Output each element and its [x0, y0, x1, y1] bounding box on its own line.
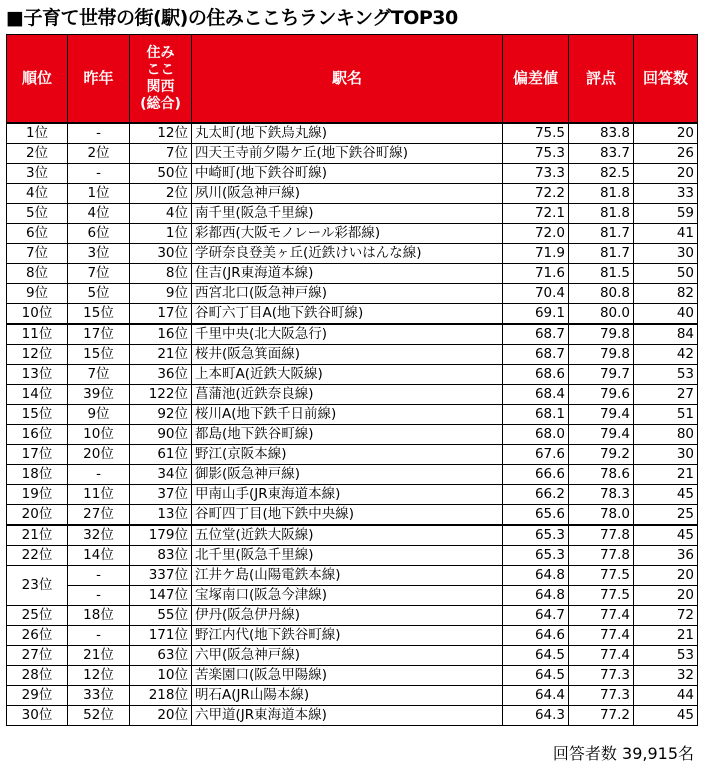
- prev-year-cell: 20位: [68, 445, 130, 465]
- prev-year-cell: 15位: [68, 304, 130, 325]
- table-row: [7, 284, 698, 304]
- deviation-cell: 64.4: [503, 686, 569, 706]
- station-cell: 伊丹(阪急伊丹線): [192, 606, 503, 626]
- station-cell: 菖蒲池(近鉄奈良線): [192, 385, 503, 405]
- header-score: 評点: [569, 35, 634, 124]
- table-row: [7, 264, 698, 284]
- prev-year-cell: -: [68, 465, 130, 485]
- kansai-rank-cell: 10位: [130, 666, 192, 686]
- deviation-cell: 64.6: [503, 626, 569, 646]
- rank-cell: 20位: [7, 505, 68, 526]
- header-kansai-line-3: 関西: [146, 78, 175, 95]
- rank-cell: 10位: [7, 304, 68, 325]
- station-cell: 都島(地下鉄谷町線): [192, 425, 503, 445]
- score-cell: 77.4: [569, 606, 634, 626]
- score-cell: 78.3: [569, 485, 634, 505]
- station-cell: 住吉(JR東海道本線): [192, 264, 503, 284]
- rank-cell: 25位: [7, 606, 68, 626]
- deviation-cell: 64.8: [503, 566, 569, 586]
- prev-year-cell: 52位: [68, 706, 130, 726]
- score-cell: 81.8: [569, 204, 634, 224]
- table-row: [7, 204, 698, 224]
- rank-cell: 7位: [7, 244, 68, 264]
- rank-cell: 1位: [7, 123, 68, 144]
- table-row: [7, 164, 698, 184]
- prev-year-cell: -: [68, 566, 130, 586]
- deviation-cell: 75.5: [503, 123, 569, 144]
- kansai-rank-cell: 36位: [130, 365, 192, 385]
- station-cell: 谷町六丁目A(地下鉄谷町線): [192, 304, 503, 325]
- deviation-cell: 71.6: [503, 264, 569, 284]
- score-cell: 78.6: [569, 465, 634, 485]
- kansai-rank-cell: 122位: [130, 385, 192, 405]
- score-cell: 79.8: [569, 324, 634, 345]
- count-cell: 36: [634, 546, 698, 566]
- station-cell: 野江内代(地下鉄谷町線): [192, 626, 503, 646]
- rank-cell: 26位: [7, 626, 68, 646]
- rank-cell: 6位: [7, 224, 68, 244]
- deviation-cell: 68.6: [503, 365, 569, 385]
- prev-year-cell: 4位: [68, 204, 130, 224]
- count-cell: 20: [634, 164, 698, 184]
- table-row: [7, 244, 698, 264]
- respondent-count: 回答者数 39,915名: [552, 744, 694, 763]
- table-row: [7, 385, 698, 405]
- prev-year-cell: 7位: [68, 365, 130, 385]
- count-cell: 30: [634, 244, 698, 264]
- deviation-cell: 71.9: [503, 244, 569, 264]
- score-cell: 79.4: [569, 425, 634, 445]
- station-cell: 甲南山手(JR東海道本線): [192, 485, 503, 505]
- prev-year-cell: 12位: [68, 666, 130, 686]
- score-cell: 79.7: [569, 365, 634, 385]
- prev-year-cell: 5位: [68, 284, 130, 304]
- count-cell: 50: [634, 264, 698, 284]
- count-cell: 26: [634, 144, 698, 164]
- score-cell: 77.4: [569, 626, 634, 646]
- prev-year-cell: 18位: [68, 606, 130, 626]
- count-cell: 41: [634, 224, 698, 244]
- rank-cell: 30位: [7, 706, 68, 726]
- station-cell: 桜川A(地下鉄千日前線): [192, 405, 503, 425]
- count-cell: 59: [634, 204, 698, 224]
- station-cell: 御影(阪急神戸線): [192, 465, 503, 485]
- count-cell: 80: [634, 425, 698, 445]
- rank-cell: 2位: [7, 144, 68, 164]
- table-row: [7, 365, 698, 385]
- header-kansai-overall: [130, 35, 192, 124]
- count-cell: 40: [634, 304, 698, 325]
- score-cell: 78.0: [569, 505, 634, 526]
- table-row: [7, 626, 698, 646]
- count-cell: 20: [634, 566, 698, 586]
- table-row: [7, 184, 698, 204]
- table-row: [7, 646, 698, 666]
- header-count: 回答数: [634, 35, 698, 124]
- kansai-rank-cell: 8位: [130, 264, 192, 284]
- score-cell: 79.6: [569, 385, 634, 405]
- station-cell: 五位堂(近鉄大阪線): [192, 525, 503, 546]
- page-title: ■子育て世帯の街(駅)の住みここちランキングTOP30: [6, 7, 458, 29]
- table-row: [7, 505, 698, 526]
- score-cell: 81.7: [569, 244, 634, 264]
- station-cell: 彩都西(大阪モノレール彩都線): [192, 224, 503, 244]
- prev-year-cell: -: [68, 586, 130, 606]
- header-prev-year: 昨年: [68, 35, 130, 124]
- deviation-cell: 72.0: [503, 224, 569, 244]
- rank-cell: 28位: [7, 666, 68, 686]
- rank-cell: 9位: [7, 284, 68, 304]
- prev-year-cell: 27位: [68, 505, 130, 526]
- deviation-cell: 66.6: [503, 465, 569, 485]
- station-cell: 北千里(阪急千里線): [192, 546, 503, 566]
- station-cell: 野江(京阪本線): [192, 445, 503, 465]
- rank-cell: 3位: [7, 164, 68, 184]
- kansai-rank-cell: 13位: [130, 505, 192, 526]
- score-cell: 77.3: [569, 686, 634, 706]
- table-row: [7, 405, 698, 425]
- score-cell: 77.4: [569, 646, 634, 666]
- rank-cell: 17位: [7, 445, 68, 465]
- header-kansai-line-1: 住み: [146, 44, 175, 61]
- prev-year-cell: 33位: [68, 686, 130, 706]
- rank-cell: 22位: [7, 546, 68, 566]
- station-cell: 谷町四丁目(地下鉄中央線): [192, 505, 503, 526]
- prev-year-cell: 14位: [68, 546, 130, 566]
- table-row: [7, 345, 698, 365]
- deviation-cell: 64.7: [503, 606, 569, 626]
- score-cell: 77.2: [569, 706, 634, 726]
- table-row: [7, 324, 698, 345]
- table-row: [7, 144, 698, 164]
- rank-cell: 23位: [7, 566, 68, 606]
- score-cell: 77.8: [569, 546, 634, 566]
- rank-cell: 29位: [7, 686, 68, 706]
- rank-cell: 21位: [7, 525, 68, 546]
- station-cell: 中崎町(地下鉄谷町線): [192, 164, 503, 184]
- table-row: [7, 586, 698, 606]
- header-row: [7, 35, 698, 124]
- station-cell: 丸太町(地下鉄烏丸線): [192, 123, 503, 144]
- prev-year-cell: 21位: [68, 646, 130, 666]
- rank-cell: 12位: [7, 345, 68, 365]
- count-cell: 51: [634, 405, 698, 425]
- ranking-body: [7, 123, 698, 726]
- station-cell: 江井ケ島(山陽電鉄本線): [192, 566, 503, 586]
- kansai-rank-cell: 16位: [130, 324, 192, 345]
- prev-year-cell: -: [68, 164, 130, 184]
- prev-year-cell: 9位: [68, 405, 130, 425]
- count-cell: 45: [634, 525, 698, 546]
- station-cell: 六甲(阪急神戸線): [192, 646, 503, 666]
- table-row: [7, 525, 698, 546]
- header-kansai-line-2: ここ: [146, 61, 175, 78]
- score-cell: 79.4: [569, 405, 634, 425]
- deviation-cell: 65.3: [503, 525, 569, 546]
- score-cell: 81.5: [569, 264, 634, 284]
- table-row: [7, 425, 698, 445]
- score-cell: 79.2: [569, 445, 634, 465]
- score-cell: 83.8: [569, 123, 634, 144]
- rank-cell: 27位: [7, 646, 68, 666]
- count-cell: 84: [634, 324, 698, 345]
- kansai-rank-cell: 92位: [130, 405, 192, 425]
- deviation-cell: 68.0: [503, 425, 569, 445]
- rank-cell: 15位: [7, 405, 68, 425]
- header-station: 駅名: [192, 35, 503, 124]
- prev-year-cell: 39位: [68, 385, 130, 405]
- kansai-rank-cell: 171位: [130, 626, 192, 646]
- rank-cell: 5位: [7, 204, 68, 224]
- rank-cell: 14位: [7, 385, 68, 405]
- deviation-cell: 64.3: [503, 706, 569, 726]
- rank-cell: 19位: [7, 485, 68, 505]
- kansai-rank-cell: 90位: [130, 425, 192, 445]
- score-cell: 77.8: [569, 525, 634, 546]
- kansai-rank-cell: 218位: [130, 686, 192, 706]
- score-cell: 77.5: [569, 566, 634, 586]
- station-cell: 南千里(阪急千里線): [192, 204, 503, 224]
- table-row: [7, 686, 698, 706]
- rank-cell: 16位: [7, 425, 68, 445]
- kansai-rank-cell: 61位: [130, 445, 192, 465]
- count-cell: 20: [634, 123, 698, 144]
- deviation-cell: 64.8: [503, 586, 569, 606]
- kansai-rank-cell: 17位: [130, 304, 192, 325]
- prev-year-cell: 11位: [68, 485, 130, 505]
- count-cell: 27: [634, 385, 698, 405]
- station-cell: 宝塚南口(阪急今津線): [192, 586, 503, 606]
- kansai-rank-cell: 1位: [130, 224, 192, 244]
- count-cell: 53: [634, 365, 698, 385]
- kansai-rank-cell: 9位: [130, 284, 192, 304]
- count-cell: 33: [634, 184, 698, 204]
- deviation-cell: 65.6: [503, 505, 569, 526]
- station-cell: 西宮北口(阪急神戸線): [192, 284, 503, 304]
- prev-year-cell: -: [68, 626, 130, 646]
- deviation-cell: 68.7: [503, 324, 569, 345]
- count-cell: 53: [634, 646, 698, 666]
- kansai-rank-cell: 50位: [130, 164, 192, 184]
- deviation-cell: 64.5: [503, 666, 569, 686]
- deviation-cell: 66.2: [503, 485, 569, 505]
- score-cell: 79.8: [569, 345, 634, 365]
- station-cell: 学研奈良登美ヶ丘(近鉄けいはんな線): [192, 244, 503, 264]
- score-cell: 80.0: [569, 304, 634, 325]
- prev-year-cell: 6位: [68, 224, 130, 244]
- deviation-cell: 72.1: [503, 204, 569, 224]
- deviation-cell: 68.7: [503, 345, 569, 365]
- table-row: [7, 465, 698, 485]
- score-cell: 83.7: [569, 144, 634, 164]
- prev-year-cell: 32位: [68, 525, 130, 546]
- kansai-rank-cell: 63位: [130, 646, 192, 666]
- table-row: [7, 606, 698, 626]
- table-row: [7, 224, 698, 244]
- count-cell: 21: [634, 465, 698, 485]
- rank-cell: 4位: [7, 184, 68, 204]
- table-row: [7, 485, 698, 505]
- count-cell: 42: [634, 345, 698, 365]
- count-cell: 45: [634, 485, 698, 505]
- prev-year-cell: 3位: [68, 244, 130, 264]
- kansai-rank-cell: 83位: [130, 546, 192, 566]
- deviation-cell: 64.5: [503, 646, 569, 666]
- station-cell: 夙川(阪急神戸線): [192, 184, 503, 204]
- station-cell: 千里中央(北大阪急行): [192, 324, 503, 345]
- station-cell: 四天王寺前夕陽ケ丘(地下鉄谷町線): [192, 144, 503, 164]
- kansai-rank-cell: 21位: [130, 345, 192, 365]
- deviation-cell: 67.6: [503, 445, 569, 465]
- kansai-rank-cell: 179位: [130, 525, 192, 546]
- deviation-cell: 73.3: [503, 164, 569, 184]
- count-cell: 44: [634, 686, 698, 706]
- score-cell: 77.5: [569, 586, 634, 606]
- prev-year-cell: -: [68, 123, 130, 144]
- table-row: [7, 445, 698, 465]
- kansai-rank-cell: 34位: [130, 465, 192, 485]
- kansai-rank-cell: 30位: [130, 244, 192, 264]
- kansai-rank-cell: 55位: [130, 606, 192, 626]
- rank-cell: 18位: [7, 465, 68, 485]
- deviation-cell: 70.4: [503, 284, 569, 304]
- prev-year-cell: 1位: [68, 184, 130, 204]
- count-cell: 82: [634, 284, 698, 304]
- table-row: [7, 706, 698, 726]
- prev-year-cell: 17位: [68, 324, 130, 345]
- deviation-cell: 68.1: [503, 405, 569, 425]
- prev-year-cell: 2位: [68, 144, 130, 164]
- table-row: [7, 566, 698, 586]
- kansai-rank-cell: 147位: [130, 586, 192, 606]
- station-cell: 上本町A(近鉄大阪線): [192, 365, 503, 385]
- rank-cell: 8位: [7, 264, 68, 284]
- table-row: [7, 666, 698, 686]
- deviation-cell: 72.2: [503, 184, 569, 204]
- table-row: [7, 546, 698, 566]
- kansai-rank-cell: 7位: [130, 144, 192, 164]
- count-cell: 20: [634, 586, 698, 606]
- count-cell: 21: [634, 626, 698, 646]
- station-cell: 桜井(阪急箕面線): [192, 345, 503, 365]
- rank-cell: 11位: [7, 324, 68, 345]
- count-cell: 45: [634, 706, 698, 726]
- score-cell: 80.8: [569, 284, 634, 304]
- deviation-cell: 65.3: [503, 546, 569, 566]
- ranking-table: [6, 34, 698, 726]
- kansai-rank-cell: 20位: [130, 706, 192, 726]
- kansai-rank-cell: 12位: [130, 123, 192, 144]
- prev-year-cell: 7位: [68, 264, 130, 284]
- kansai-rank-cell: 337位: [130, 566, 192, 586]
- rank-cell: 13位: [7, 365, 68, 385]
- table-row: [7, 123, 698, 144]
- deviation-cell: 69.1: [503, 304, 569, 325]
- deviation-cell: 75.3: [503, 144, 569, 164]
- table-row: [7, 304, 698, 325]
- header-rank: 順位: [7, 35, 68, 124]
- deviation-cell: 68.4: [503, 385, 569, 405]
- header-kansai-line-4: (総合): [140, 95, 181, 112]
- score-cell: 81.7: [569, 224, 634, 244]
- station-cell: 六甲道(JR東海道本線): [192, 706, 503, 726]
- station-cell: 苦楽園口(阪急甲陽線): [192, 666, 503, 686]
- prev-year-cell: 10位: [68, 425, 130, 445]
- count-cell: 72: [634, 606, 698, 626]
- score-cell: 81.8: [569, 184, 634, 204]
- count-cell: 30: [634, 445, 698, 465]
- prev-year-cell: 15位: [68, 345, 130, 365]
- station-cell: 明石A(JR山陽本線): [192, 686, 503, 706]
- kansai-rank-cell: 2位: [130, 184, 192, 204]
- score-cell: 77.3: [569, 666, 634, 686]
- score-cell: 82.5: [569, 164, 634, 184]
- kansai-rank-cell: 37位: [130, 485, 192, 505]
- kansai-rank-cell: 4位: [130, 204, 192, 224]
- header-deviation: 偏差値: [503, 35, 569, 124]
- count-cell: 25: [634, 505, 698, 526]
- count-cell: 32: [634, 666, 698, 686]
